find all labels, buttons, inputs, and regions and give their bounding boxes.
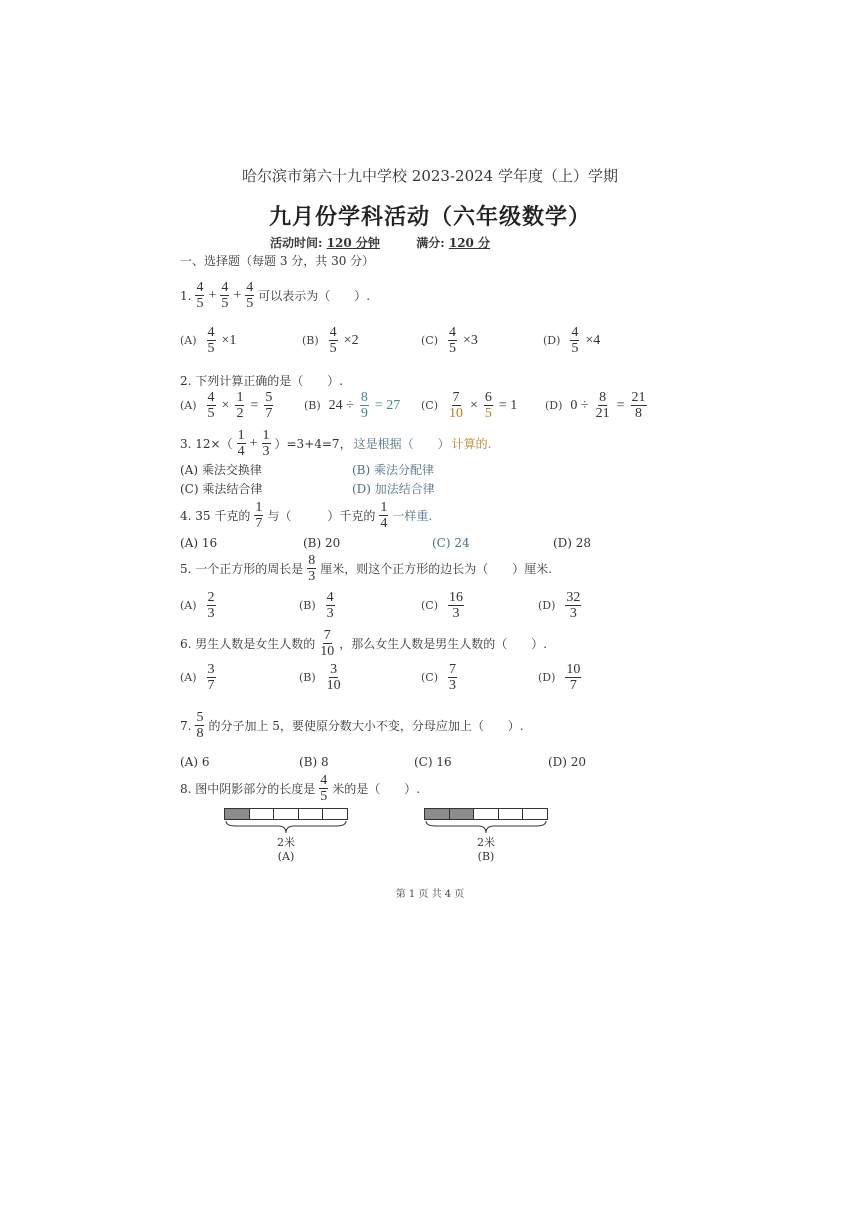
- brace-icon: [224, 820, 348, 834]
- fraction: $\frac{4}{5}$: [221, 280, 229, 311]
- question-8: 8. 图中阴影部分的长度是 $\frac{4}{5}$ 米的是（ ）.: [180, 773, 421, 804]
- exam-meta: [270, 234, 490, 251]
- q7-option-c[interactable]: (C) 16: [414, 755, 452, 769]
- q4-option-b[interactable]: (B) 20: [303, 536, 341, 550]
- bar-cell: [250, 809, 275, 819]
- score-label: 满分:: [416, 236, 445, 250]
- q3-option-d[interactable]: (D) 加法结合律: [352, 482, 435, 496]
- bar-cell: [499, 809, 524, 819]
- q3-option-b[interactable]: (B) 乘法分配律: [352, 463, 434, 477]
- bar-cell: [274, 809, 299, 819]
- q7-option-a[interactable]: (A) 6: [180, 755, 210, 769]
- q5-option-c[interactable]: (C) $\frac{16}{3}$: [421, 590, 463, 621]
- time-value: 120 分钟: [326, 236, 380, 250]
- q6-option-a[interactable]: (A) $\frac{3}{7}$: [180, 662, 215, 693]
- q5-option-b[interactable]: (B) $\frac{4}{3}$: [299, 590, 334, 621]
- q2-option-b[interactable]: (B) 24 ÷ $\frac{8}{9}$ = 27: [304, 390, 401, 421]
- q2-option-c[interactable]: (C) $\frac{7}{10}$ × $\frac{6}{5}$ = 1: [421, 390, 518, 421]
- question-5: 5. 一个正方形的周长是 $\frac{8}{3}$ 厘米，则这个正方形的边长为（ ）厘米.: [180, 553, 553, 584]
- figure-b-label: (B): [477, 850, 495, 863]
- q5-option-a[interactable]: (A) $\frac{2}{3}$: [180, 590, 215, 621]
- brace-icon: [424, 820, 548, 834]
- plus-sign: +: [233, 287, 242, 303]
- q4-option-c[interactable]: (C) 24: [432, 536, 470, 550]
- q2-option-a[interactable]: (A) $\frac{4}{5}$ × $\frac{1}{2}$ = $\frac{5}{7}$: [180, 390, 273, 421]
- figure-a[interactable]: [224, 808, 348, 863]
- figure-b-measure: 2米: [477, 836, 495, 849]
- q3-option-a[interactable]: (A) 乘法交换律: [180, 463, 262, 477]
- question-1: [180, 280, 370, 311]
- bar-cell-shaded: [425, 809, 450, 819]
- q1-text: 可以表示为（ ）.: [258, 289, 371, 303]
- time-label: 活动时间:: [270, 236, 323, 250]
- q5-option-d[interactable]: (D) $\frac{32}{3}$: [538, 590, 581, 621]
- bar-cell-shaded: [225, 809, 250, 819]
- page-title: 九月份学科活动（六年级数学）: [268, 204, 591, 230]
- q4-option-a[interactable]: (A) 16: [180, 536, 218, 550]
- question-6: 6. 男生人数是女生人数的 $\frac{7}{10}$ ，那么女生人数是男生人数的（ ）.: [180, 628, 548, 659]
- question-7: 7. $\frac{5}{8}$ 的分子加上 5，要使原分数大小不变，分母应加上（ ）.: [180, 710, 524, 741]
- q1-option-b[interactable]: (B) $\frac{4}{5}$ ×2: [302, 325, 359, 356]
- q2-option-d[interactable]: (D) 0 ÷ $\frac{8}{21}$ = $\frac{21}{8}$: [545, 390, 646, 421]
- q1-option-a[interactable]: (A) $\frac{4}{5}$ ×1: [180, 325, 237, 356]
- q7-option-b[interactable]: (B) 8: [299, 755, 329, 769]
- figure-b[interactable]: [424, 808, 548, 863]
- bar-cell-shaded: [450, 809, 475, 819]
- figure-a-measure: 2米: [277, 836, 295, 849]
- score-value: 120 分: [448, 236, 491, 250]
- q1-option-d[interactable]: (D) $\frac{4}{5}$ ×4: [543, 325, 601, 356]
- q6-option-b[interactable]: (B) $\frac{3}{10}$: [299, 662, 341, 693]
- question-3: 3. 12×（ $\frac{1}{4}$ + $\frac{1}{3}$ ）=3+4=7， 这是根据（ ） 计算的.: [180, 428, 492, 459]
- fraction: $\frac{4}{5}$: [246, 280, 254, 311]
- q1-number: 1.: [180, 288, 192, 303]
- q7-option-d[interactable]: (D) 20: [548, 755, 587, 769]
- question-4: 4. 35 千克的 $\frac{1}{7}$ 与（ ）千克的 $\frac{1}{4}$ 一样重.: [180, 500, 433, 531]
- section-heading: 一、选择题（每题 3 分，共 30 分）: [180, 254, 375, 268]
- segment-bar: [424, 808, 548, 820]
- bar-cell: [299, 809, 324, 819]
- q6-option-c[interactable]: (C) $\frac{7}{3}$: [421, 662, 456, 693]
- segment-bar: [224, 808, 348, 820]
- fraction: $\frac{4}{5}$: [196, 280, 204, 311]
- q3-option-c[interactable]: (C) 乘法结合律: [180, 482, 263, 496]
- bar-cell: [323, 809, 347, 819]
- school-header: 哈尔滨市第六十九中学校 2023-2024 学年度（上）学期: [242, 167, 618, 185]
- figure-a-label: (A): [277, 850, 295, 863]
- question-2: 2. 下列计算正确的是（ ）.: [180, 374, 344, 388]
- bar-cell: [474, 809, 499, 819]
- page-footer: 第 1 页 共 4 页: [395, 889, 465, 900]
- bar-cell: [523, 809, 547, 819]
- plus-sign: +: [208, 287, 217, 303]
- q1-option-c[interactable]: (C) $\frac{4}{5}$ ×3: [421, 325, 478, 356]
- q4-option-d[interactable]: (D) 28: [553, 536, 592, 550]
- q6-option-d[interactable]: (D) $\frac{10}{7}$: [538, 662, 581, 693]
